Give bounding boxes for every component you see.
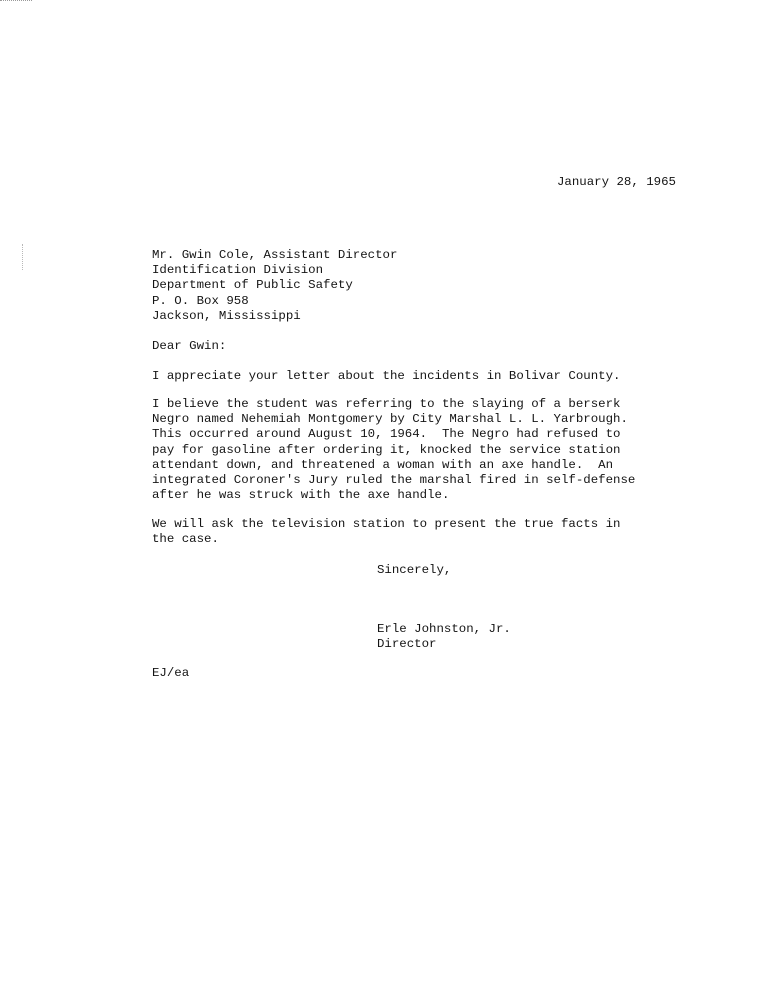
paragraph-line: after he was struck with the axe handle. <box>152 488 450 503</box>
address-line: Jackson, Mississippi <box>152 308 301 323</box>
paragraph-line: I believe the student was referring to the slaying of a berserk <box>152 397 621 411</box>
paragraph-line: the case. <box>152 532 219 547</box>
body-paragraph-1 <box>152 369 620 384</box>
body-paragraph-2 <box>152 397 635 503</box>
recipient-address <box>152 248 397 324</box>
letter-date: January 28, 1965 <box>557 175 676 189</box>
scan-corner-mark <box>0 0 32 3</box>
paragraph-line: integrated Coroner's Jury ruled the marshal fired in self-defense <box>152 473 636 488</box>
paragraph-line: This occurred around August 10, 1964. The Negro had refused to <box>152 427 621 442</box>
paragraph-line: We will ask the television station to present the true facts in <box>152 517 621 531</box>
typist-initials: EJ/ea <box>152 666 190 680</box>
signer-title: Director <box>377 637 437 651</box>
address-line: Department of Public Safety <box>152 278 353 293</box>
paragraph-line: pay for gasoline after ordering it, knocked the service station <box>152 442 621 457</box>
paragraph-line: Negro named Nehemiah Montgomery by City Marshal L. L. Yarbrough. <box>152 412 628 427</box>
paragraph-line: attendant down, and threatened a woman with an axe handle. An <box>152 457 614 472</box>
scan-margin-mark <box>22 244 37 270</box>
address-line: Identification Division <box>152 263 324 278</box>
body-paragraph-3 <box>152 517 620 547</box>
paragraph-line: I appreciate your letter about the incidents in Bolivar County. <box>152 369 621 383</box>
salutation: Dear Gwin: <box>152 339 227 353</box>
signer-name: Erle Johnston, Jr. <box>377 622 511 636</box>
address-line: Mr. Gwin Cole, Assistant Director <box>152 248 398 262</box>
closing: Sincerely, <box>377 563 452 577</box>
address-line: P. O. Box 958 <box>152 293 249 308</box>
